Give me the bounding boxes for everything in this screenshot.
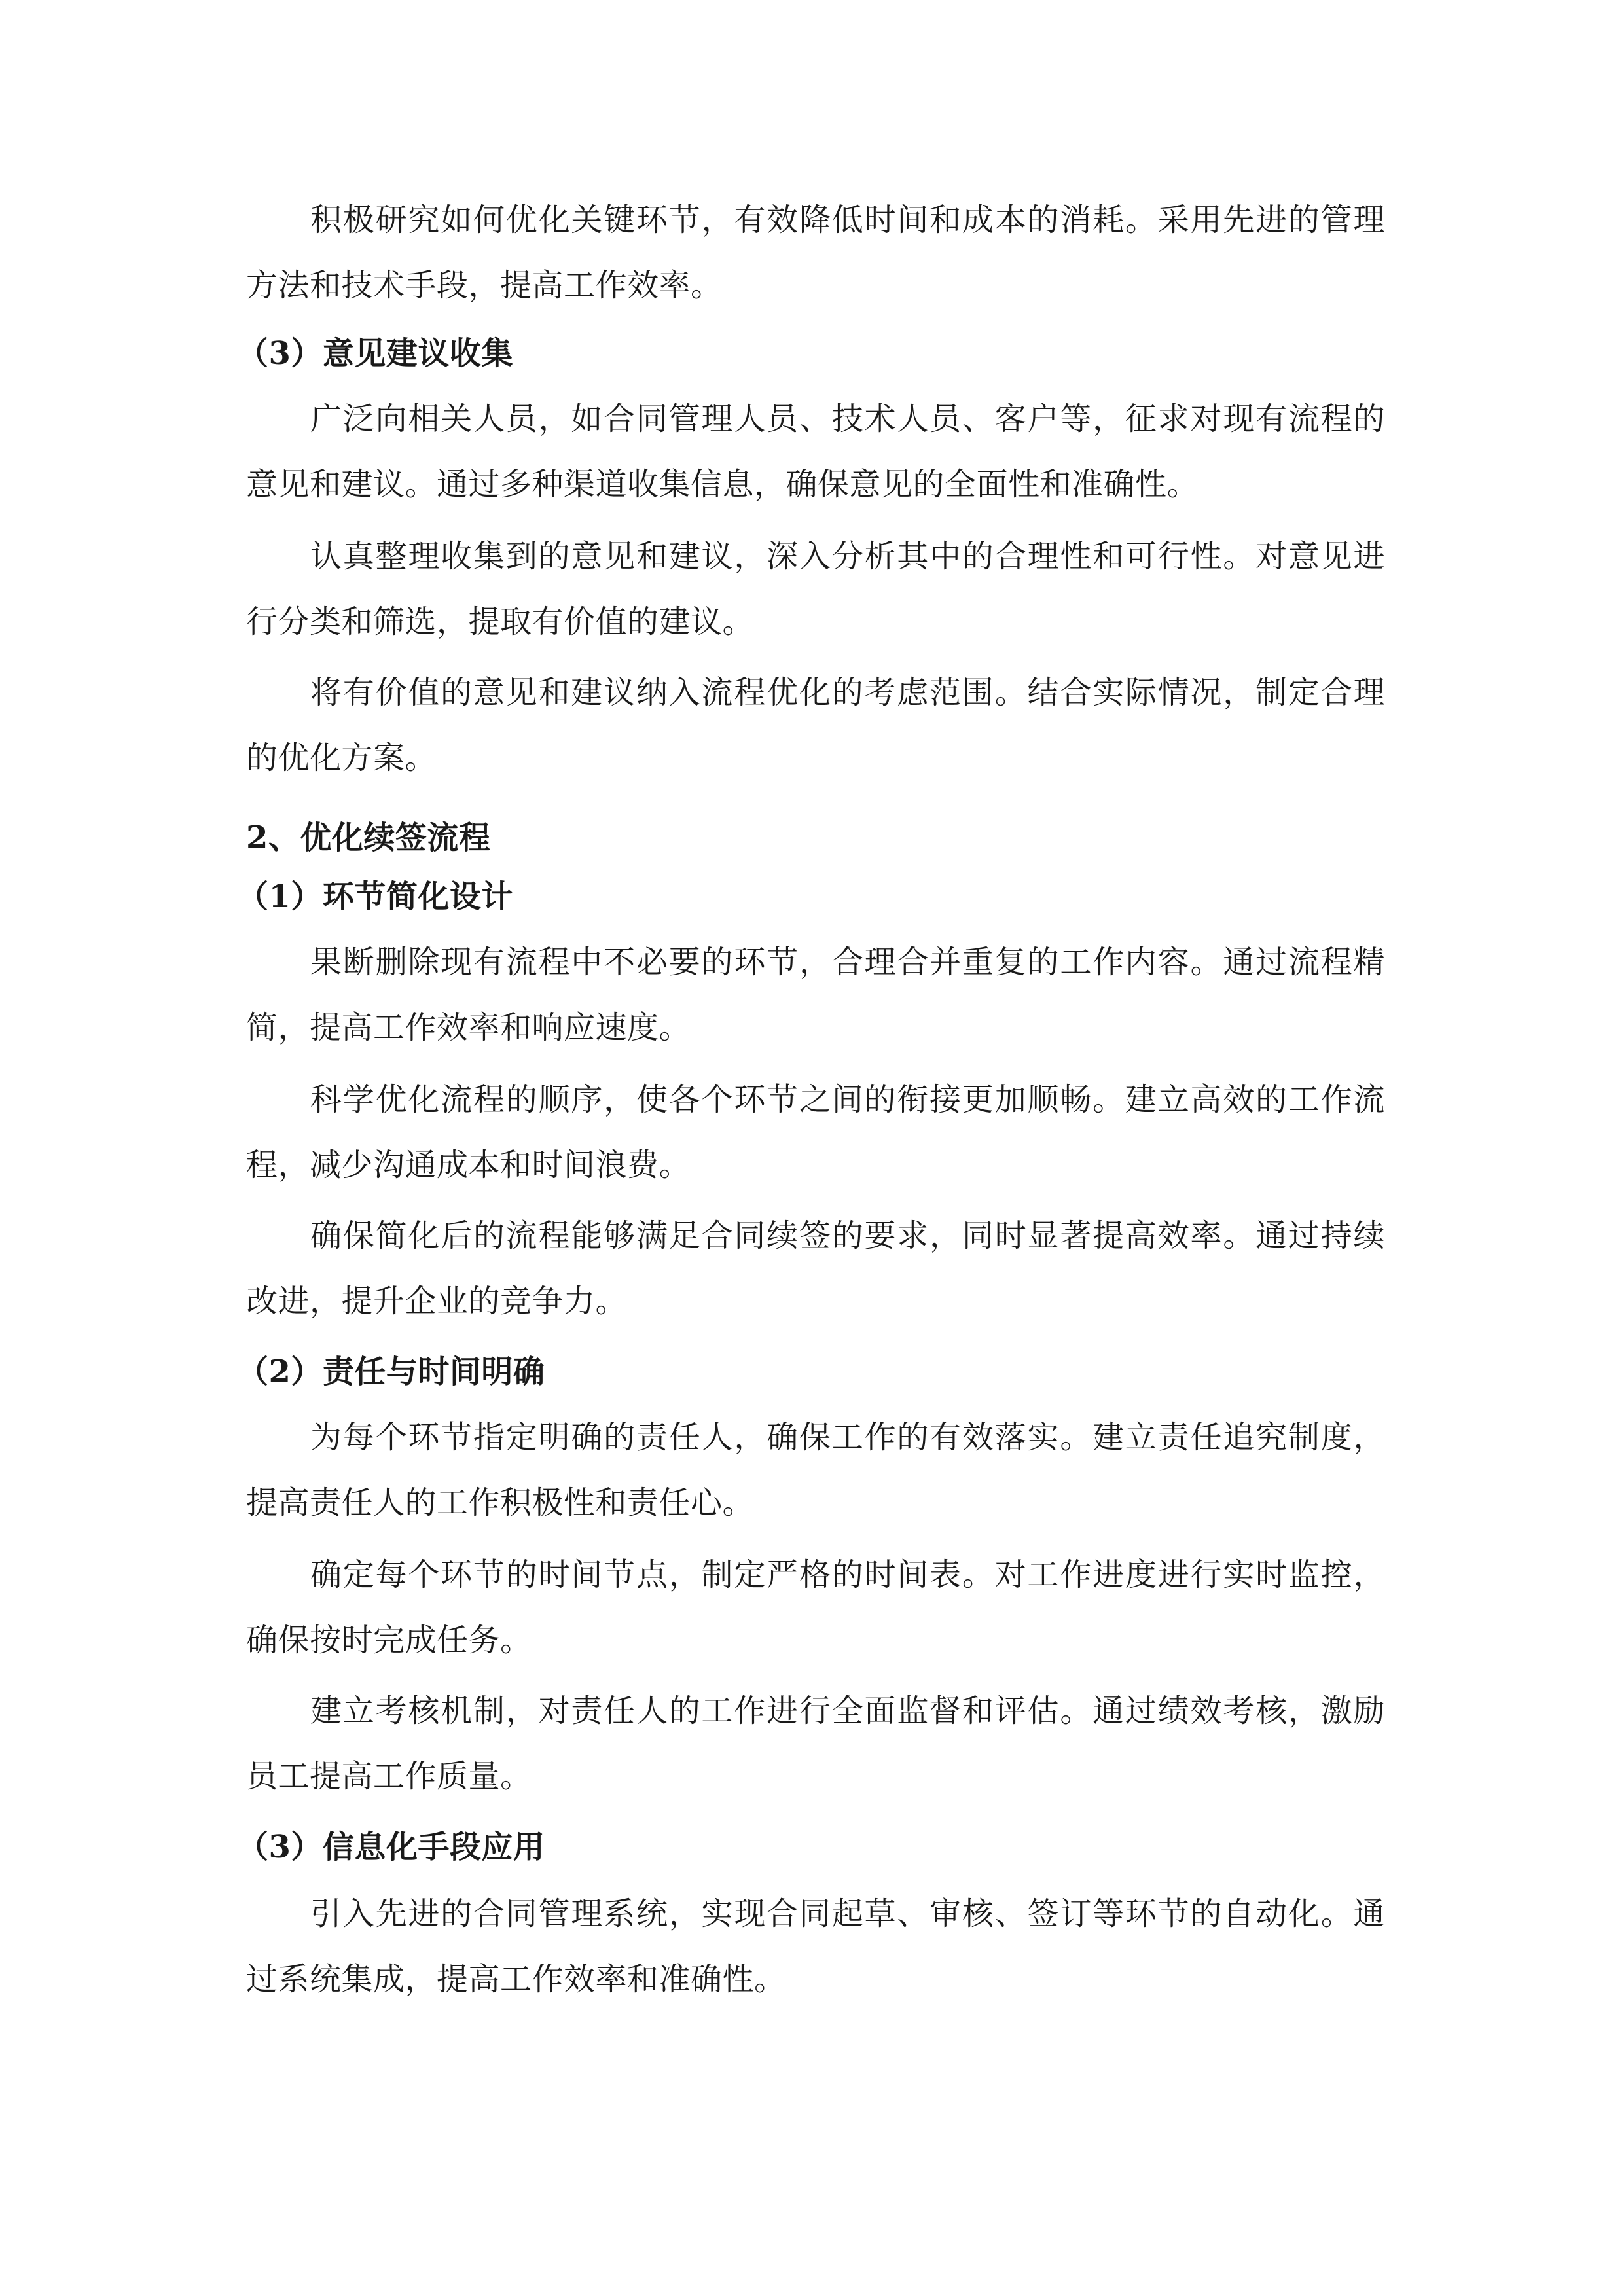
paragraph-feedback-3: 将有价值的意见和建议纳入流程优化的考虑范围。结合实际情况，制定合理的优化方案。 <box>246 674 1385 776</box>
paragraph-optimize-intro: 积极研究如何优化关键环节，有效降低时间和成本的消耗。采用先进的管理方法和技术手段，提高工作效率。 <box>246 202 1385 304</box>
paragraph-simplify-1: 果断删除现有流程中不必要的环节，合理合并重复的工作内容。通过流程精简，提高工作效率和响应速度。 <box>246 944 1385 1046</box>
heading-responsibility-time: （2）责任与时间明确 <box>237 1354 545 1390</box>
heading-informatization: （3）信息化手段应用 <box>237 1829 545 1865</box>
paragraph-feedback-2: 认真整理收集到的意见和建议，深入分析其中的合理性和可行性。对意见进行分类和筛选，提取有价值的建议。 <box>246 538 1385 640</box>
heading-simplify-design: （1）环节简化设计 <box>237 878 513 915</box>
paragraph-simplify-3: 确保简化后的流程能够满足合同续签的要求，同时显著提高效率。通过持续改进，提升企业的竞争力。 <box>246 1217 1385 1319</box>
heading-section-2: 2、优化续签流程 <box>246 819 491 856</box>
paragraph-feedback-1: 广泛向相关人员，如合同管理人员、技术人员、客户等，征求对现有流程的意见和建议。通过多种渠道收集信息，确保意见的全面性和准确性。 <box>246 401 1385 503</box>
paragraph-responsibility-2: 确定每个环节的时间节点，制定严格的时间表。对工作进度进行实时监控，确保按时完成任务。 <box>246 1556 1385 1659</box>
paragraph-informatization-1: 引入先进的合同管理系统，实现合同起草、审核、签订等环节的自动化。通过系统集成，提高工作效率和准确性。 <box>246 1895 1385 1998</box>
heading-feedback-collection: （3）意见建议收集 <box>237 335 513 372</box>
paragraph-responsibility-1: 为每个环节指定明确的责任人，确保工作的有效落实。建立责任追究制度，提高责任人的工作积极性和责任心。 <box>246 1419 1385 1521</box>
paragraph-simplify-2: 科学优化流程的顺序，使各个环节之间的衔接更加顺畅。建立高效的工作流程，减少沟通成本和时间浪费。 <box>246 1081 1385 1183</box>
paragraph-responsibility-3: 建立考核机制，对责任人的工作进行全面监督和评估。通过绩效考核，激励员工提高工作质量。 <box>246 1693 1385 1795</box>
